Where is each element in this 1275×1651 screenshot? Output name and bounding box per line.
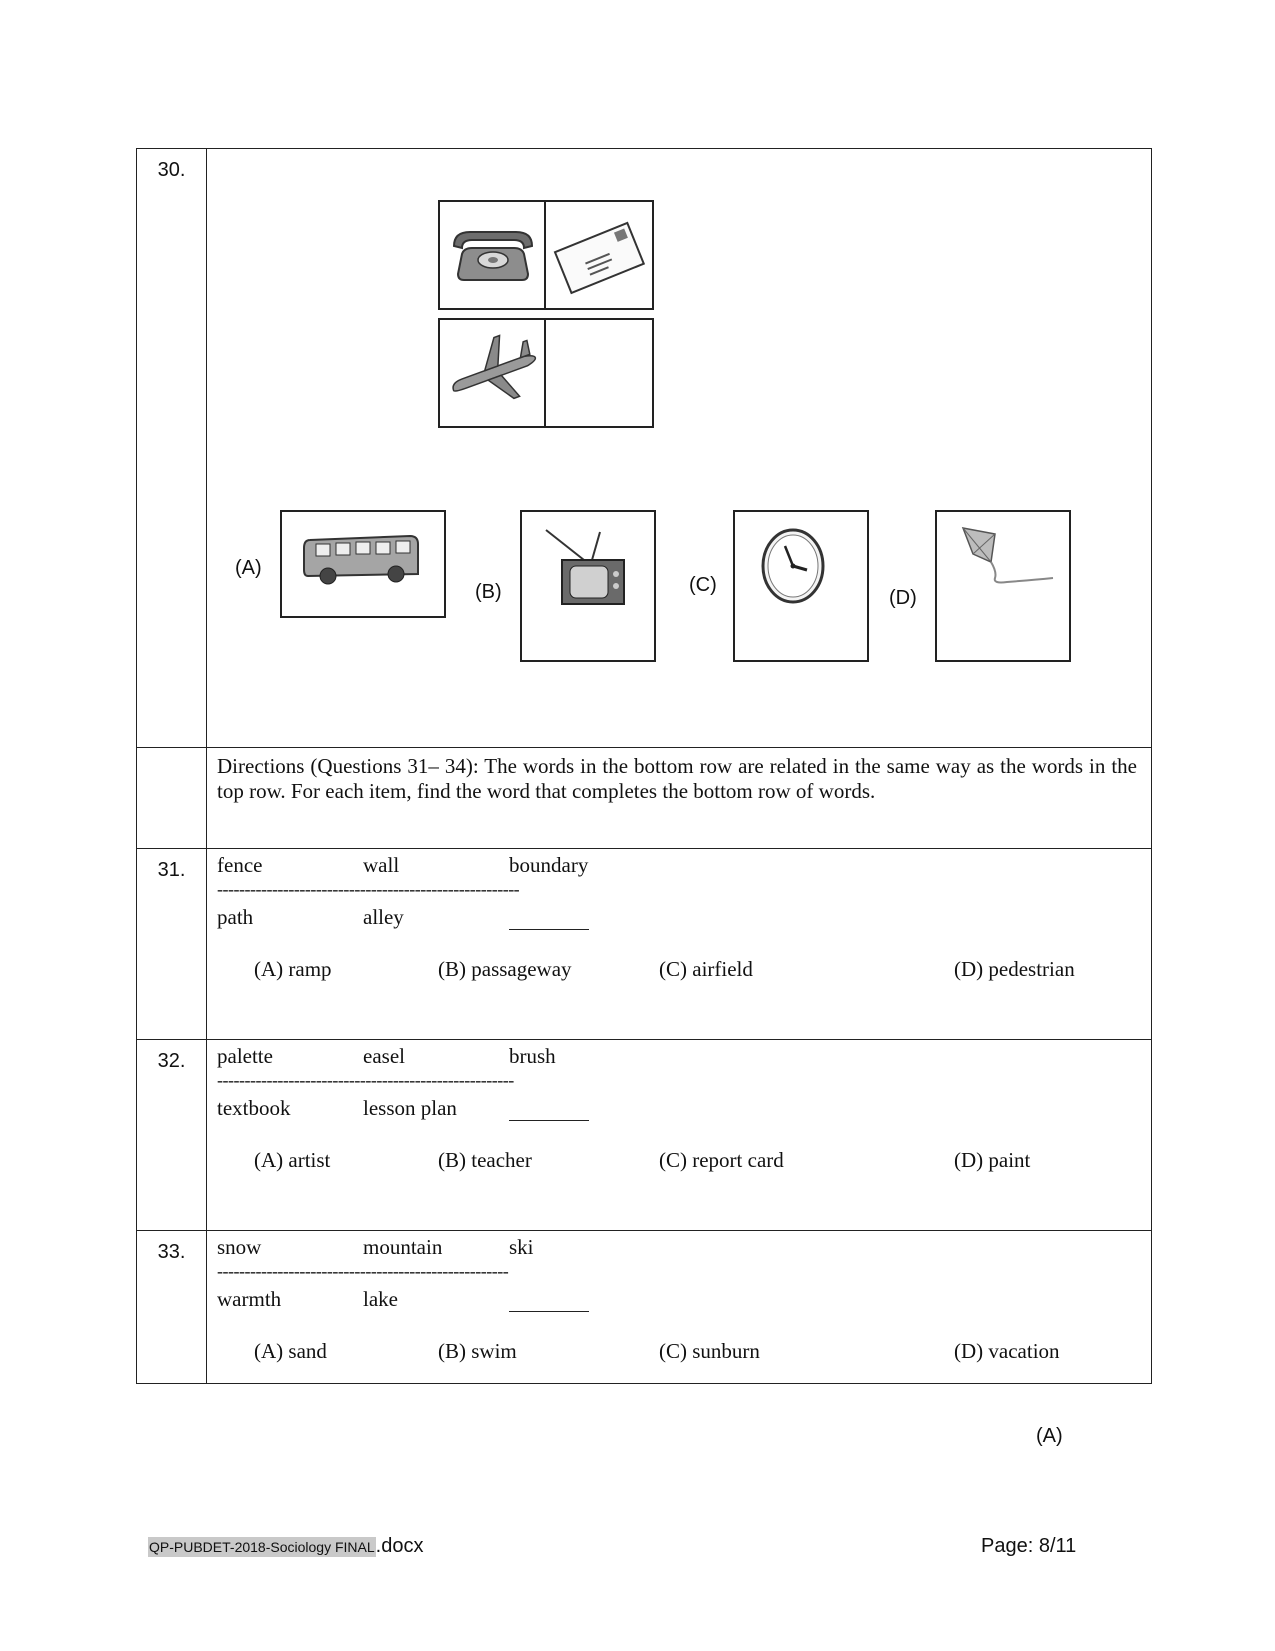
question-number: 32. — [137, 1040, 207, 1231]
option-c: (C) report card — [659, 1148, 784, 1172]
telephone-icon — [440, 202, 546, 308]
television-icon — [522, 512, 654, 660]
option-b-box — [520, 510, 656, 662]
option-b: (B) swim — [438, 1339, 517, 1363]
letter-icon — [546, 202, 652, 308]
option-c: (C) airfield — [659, 957, 753, 981]
answer-blank — [509, 1311, 589, 1312]
question-33-row — [137, 1231, 1152, 1384]
option-d: (D) vacation — [954, 1339, 1060, 1363]
clock-icon — [735, 512, 867, 660]
top-word-3: ski — [509, 1235, 534, 1259]
top-word-1: palette — [217, 1044, 273, 1068]
question-table — [136, 148, 1152, 1384]
answer-blank — [509, 929, 589, 930]
option-a: (A) sand — [254, 1339, 327, 1363]
grid-cell-letter — [544, 200, 654, 310]
top-word-1: snow — [217, 1235, 262, 1259]
bottom-word-2: lake — [363, 1287, 398, 1311]
footer-filename — [148, 1535, 423, 1558]
option-a: (A) artist — [254, 1148, 331, 1172]
option-d: (D) paint — [954, 1148, 1031, 1172]
bottom-word-1: path — [217, 905, 254, 929]
filename-highlight: QP-PUBDET-2018-Sociology FINAL — [149, 1539, 375, 1555]
top-word-2: mountain — [363, 1235, 443, 1259]
top-word-2: wall — [363, 853, 400, 877]
option-b: (B) teacher — [438, 1148, 532, 1172]
question-number: 33. — [137, 1231, 207, 1384]
option-c-label: (C) — [689, 574, 717, 596]
question-31-row — [137, 849, 1152, 1040]
question-number: 30. — [137, 149, 207, 748]
top-word-2: easel — [363, 1044, 405, 1068]
directions-row — [137, 748, 1152, 849]
grid-cell-airplane — [438, 318, 548, 428]
row-separator: ----------------------------------------------------- — [217, 1261, 509, 1281]
option-a: (A) ramp — [254, 957, 332, 981]
grid-cell-telephone — [438, 200, 548, 310]
option-a-label: (A) — [235, 557, 262, 579]
answer-blank — [509, 1120, 589, 1121]
option-b: (B) passageway — [438, 957, 572, 981]
bottom-word-2: lesson plan — [363, 1096, 457, 1120]
question-number: 31. — [137, 849, 207, 1040]
option-a-box — [280, 510, 446, 618]
option-d-box — [935, 510, 1071, 662]
top-word-3: boundary — [509, 853, 589, 877]
option-d: (D) pedestrian — [954, 957, 1075, 981]
option-c-box — [733, 510, 869, 662]
grid-cell-empty — [544, 318, 654, 428]
bus-icon — [282, 512, 444, 616]
directions-text: Directions (Questions 31– 34): The words in the bottom row are related in the same way as the words in the top row. For each item, find the word that completes the bottom row of words. — [217, 754, 1137, 803]
bottom-word-1: textbook — [217, 1096, 291, 1120]
airplane-icon — [440, 320, 546, 426]
option-c: (C) sunburn — [659, 1339, 760, 1363]
bottom-word-2: alley — [363, 905, 404, 929]
option-d-label: (D) — [889, 587, 917, 609]
page-number: Page: 8/11 — [981, 1535, 1077, 1557]
answer-mark: (A) — [1036, 1425, 1063, 1447]
question-30-row — [137, 149, 1152, 748]
top-word-1: fence — [217, 853, 263, 877]
kite-icon — [937, 512, 1069, 660]
question-32-row — [137, 1040, 1152, 1231]
bottom-word-1: warmth — [217, 1287, 282, 1311]
row-separator: ------------------------------------------------------- — [217, 879, 520, 899]
question-30-content — [207, 149, 1151, 737]
option-b-label: (B) — [475, 581, 502, 603]
top-word-3: brush — [509, 1044, 556, 1068]
filename-extension: .docx — [375, 1535, 424, 1557]
row-separator: ------------------------------------------------------ — [217, 1070, 514, 1090]
